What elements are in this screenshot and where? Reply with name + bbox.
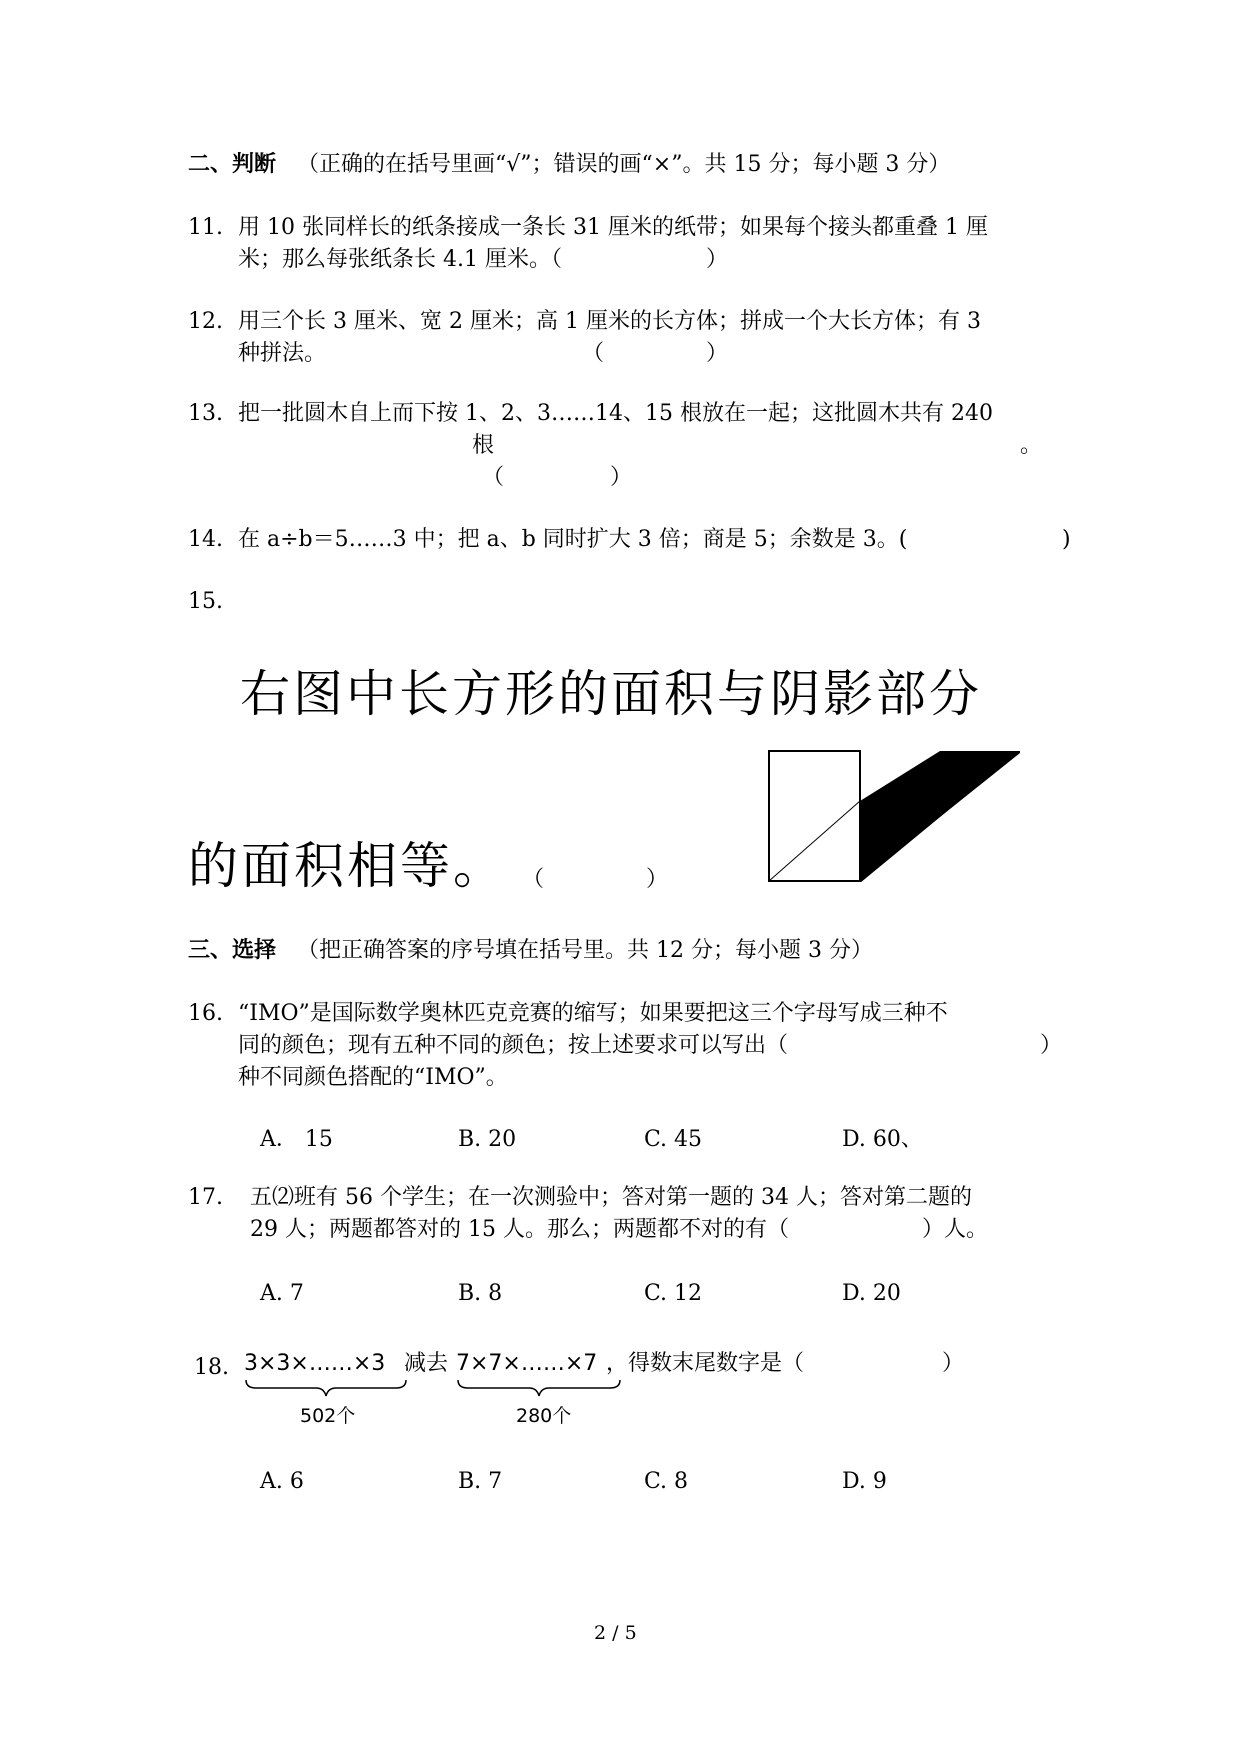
q11-line1: 用 10 张同样长的纸条接成一条长 31 厘米的纸带；如果每个接头都重叠 1 厘 <box>238 215 988 240</box>
q16-line2: 同的颜色；现有五种不同的颜色；按上述要求可以写出（ <box>238 1033 789 1058</box>
underbrace-502 <box>244 1378 408 1400</box>
q11-line2: 米；那么每张纸条长 4.1 厘米。（ <box>238 247 562 272</box>
q18-count-502: 502个 <box>300 1405 356 1427</box>
q12-line2: 种拼法。 <box>238 341 327 366</box>
section2-instruction: （正确的在括号里画“√”；错误的画“×”。共 15 分；每小题 3 分） <box>297 152 951 177</box>
q17-line2-end: ）人。 <box>922 1217 989 1242</box>
page-number: 2 / 5 <box>594 1622 637 1644</box>
q11-paren-close: ） <box>706 247 729 272</box>
q18-option-c: C. 8 <box>644 1469 689 1494</box>
q17-line2: 29 人；两题都答对的 15 人。那么；两题都不对的有（ <box>250 1217 789 1242</box>
q16-line3: 种不同颜色搭配的“IMO”。 <box>238 1065 508 1090</box>
q12-paren-close: ） <box>706 341 729 366</box>
q11-number: 11. <box>188 215 223 240</box>
q13-line1: 把一批圆木自上而下按 1、2、3……14、15 根放在一起；这批圆木共有 240 <box>238 401 993 426</box>
q13-line2-end: 。 <box>1020 433 1043 458</box>
q18-count-280: 280个 <box>516 1405 572 1427</box>
rectangle-shading-figure <box>768 747 1028 882</box>
rectangle-outline <box>769 751 860 881</box>
q14-number: 14. <box>188 527 223 552</box>
q14-text: 在 a÷b＝5……3 中；把 a、b 同时扩大 3 倍；商是 5；余数是 3。( <box>238 527 908 552</box>
q17-option-c: C. 12 <box>644 1281 703 1306</box>
section3-heading: 三、选择 <box>188 937 277 963</box>
q13-number: 13. <box>188 401 223 426</box>
q18-option-b: B. 7 <box>458 1469 503 1494</box>
section3-instruction: （把正确答案的序号填在括号里。共 12 分；每小题 3 分） <box>297 938 873 963</box>
q16-option-a: A． 15 <box>260 1127 333 1152</box>
q13-line2: 根 <box>472 433 495 458</box>
q16-line1: “IMO”是国际数学奥林匹克竞赛的缩写；如果要把这三个字母写成三种不 <box>238 1001 948 1026</box>
q18-option-d: D. 9 <box>842 1469 887 1494</box>
q17-option-a: A. 7 <box>260 1281 304 1306</box>
q12-line1: 用三个长 3 厘米、宽 2 厘米；高 1 厘米的长方体；拼成一个大长方体；有 3 <box>238 309 981 334</box>
q13-paren-close: ） <box>610 465 633 490</box>
q17-option-b: B. 8 <box>458 1281 503 1306</box>
q18-paren-close: ） <box>942 1351 965 1376</box>
rectangle-diagonal <box>769 801 860 881</box>
q15-big-line1: 右图中长方形的面积与阴影部分 <box>240 665 982 723</box>
q16-line2-close: ） <box>1040 1033 1063 1058</box>
q18-option-a: A. 6 <box>260 1469 304 1494</box>
q14-paren-close: ) <box>1062 527 1071 552</box>
q16-number: 16. <box>188 1001 223 1026</box>
q17-line1: 五⑵班有 56 个学生；在一次测验中；答对第一题的 34 人；答对第二题的 <box>250 1185 972 1210</box>
q15-paren-open: （ <box>522 867 545 892</box>
q16-option-c: C. 45 <box>644 1127 703 1152</box>
section3-header <box>188 934 873 967</box>
underbrace-280 <box>456 1378 622 1400</box>
q18-minus: 减去 <box>404 1351 449 1376</box>
q15-big-line2: 的面积相等。 <box>188 837 506 895</box>
q12-paren-open: （ <box>582 341 605 366</box>
q16-option-d: D. 60、 <box>842 1127 923 1152</box>
shaded-region <box>860 751 1020 882</box>
section2-heading: 二、判断 <box>188 151 277 177</box>
q13-paren-open: （ <box>482 465 505 490</box>
q16-option-b: B. 20 <box>458 1127 517 1152</box>
section2-header <box>188 148 950 181</box>
q17-number: 17. <box>188 1185 223 1210</box>
q18-tail: ，得数末尾数字是（ <box>606 1351 805 1376</box>
q17-option-d: D. 20 <box>842 1281 901 1306</box>
q12-number: 12. <box>188 309 223 334</box>
q15-paren-close: ） <box>646 867 669 892</box>
q18-expr2: 7×7×……×7 <box>456 1351 598 1376</box>
q18-number: 18. <box>194 1355 229 1380</box>
q18-expr1: 3×3×……×3 <box>244 1351 386 1376</box>
q15-number: 15. <box>188 589 223 614</box>
